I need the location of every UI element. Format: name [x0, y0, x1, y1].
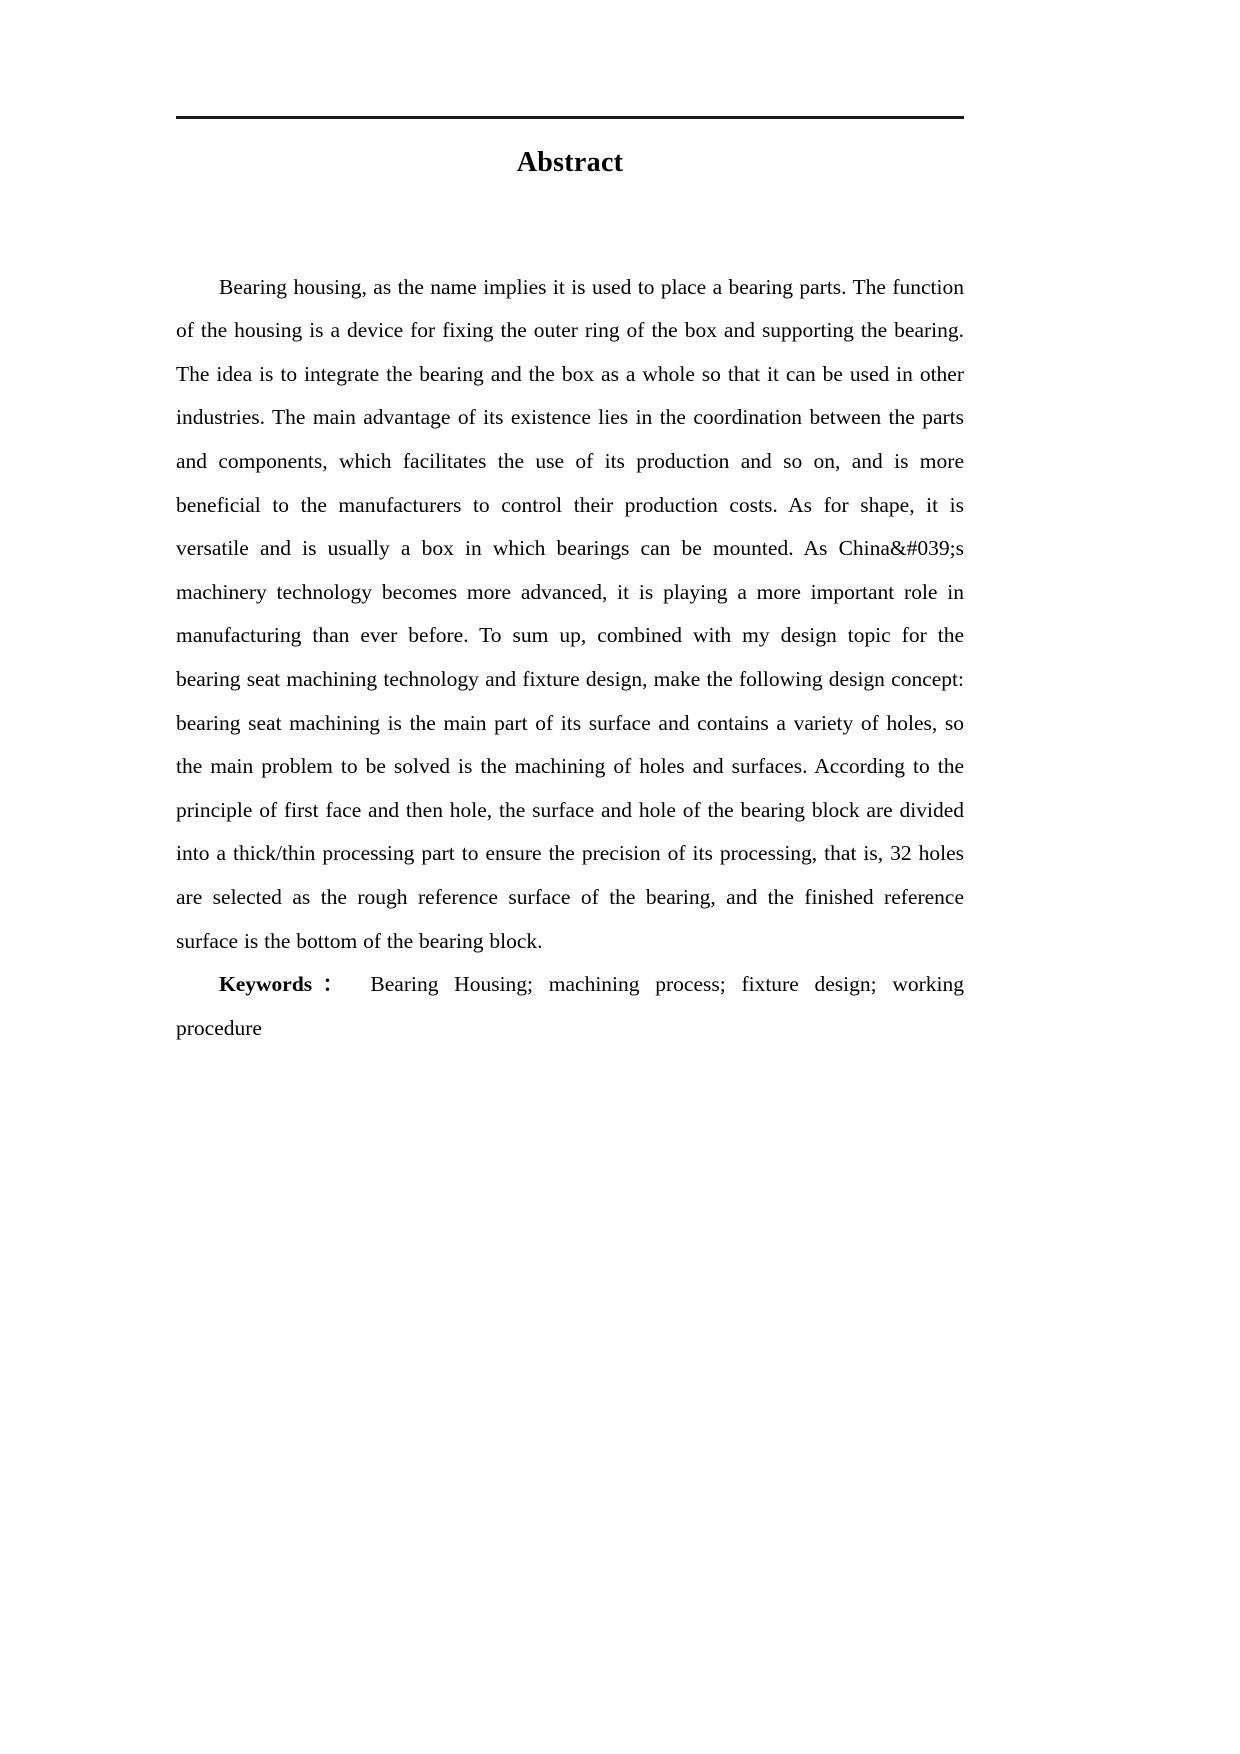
- keywords-values: Bearing Housing; machining process; fixture design; working procedure: [176, 972, 964, 1040]
- page-title: Abstract: [516, 147, 624, 178]
- page-content: [176, 116, 964, 1050]
- abstract-section: [176, 266, 964, 1051]
- keywords-line: [176, 963, 964, 1050]
- abstract-paragraph: Bearing housing, as the name implies it is used to place a bearing parts. The function of the housing is a device for fixing the outer ring of the box and supporting the bearing. The idea is to integrate the bearing and the box as a whole so that it can be used in other industries. The main advantage of its existence lies in the coordination between the parts and components, which facilitates the use of its production and so on, and is more beneficial to the manufacturers to control their production costs. As for shape, it is versatile and is usually a box in which bearings can be mounted. As China&#039;s machinery technology becomes more advanced, it is playing a more important role in manufacturing than ever before. To sum up, combined with my design topic for the bearing seat machining technology and fixture design, make the following design concept: bearing seat machining is the main part of its surface and contains a variety of holes, so the main problem to be solved is the machining of holes and surfaces. According to the principle of first face and then hole, the surface and hole of the bearing block are divided into a thick/thin processing part to ensure the precision of its processing, that is, 32 holes are selected as the rough reference surface of the bearing, and the finished reference surface is the bottom of the bearing block.: [176, 274, 964, 953]
- keywords-label: Keywords：: [219, 972, 355, 997]
- header-rule-divider: [176, 116, 964, 119]
